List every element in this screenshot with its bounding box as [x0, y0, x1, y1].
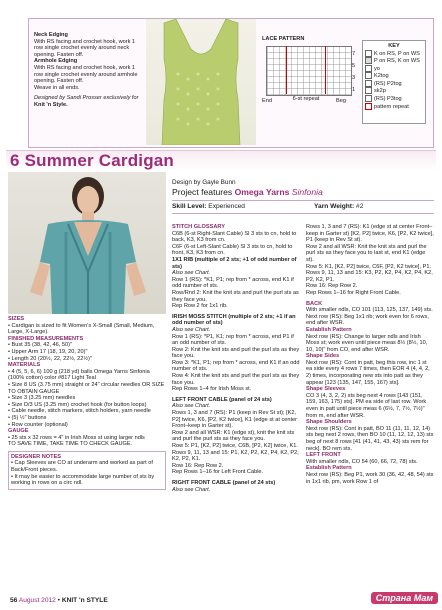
skill-bar: Skill Level: Experienced Yarn Weight: #2 [172, 200, 434, 214]
armhole-edging-text: With RS facing and crochet hook, work 1 row single crochet evenly around armhole opening. Fasten off. [34, 64, 138, 85]
chart-beg-label: Beg [336, 98, 346, 104]
chart-key [362, 40, 426, 124]
key-item: sk2p [365, 87, 423, 95]
weave-text: Weave in all ends. [34, 84, 80, 91]
cardigan-illustration [8, 172, 166, 314]
green-top-photo [146, 19, 256, 145]
sizes-head: SIZES [8, 316, 25, 322]
designer-notes-box: DESIGNER NOTES • Cap Sleeves are CO at underarm and worked as part of Back/Front pieces. • It may be easier to accommodate large number of sts by working in rows on a circ ndl. [8, 451, 166, 490]
key-item: pattern repeat [365, 103, 423, 111]
pattern-repeat-box [286, 46, 326, 94]
sizes-text: • Cardigan is sized to fit Women's X-Small (Small, Medium, Large, X-Large). [8, 323, 166, 336]
edging-instructions [34, 32, 144, 109]
key-item: K2tog [365, 72, 423, 80]
key-item: K on RS, P on WS [365, 50, 423, 58]
design-by: Design by Gayle Bunn [172, 179, 236, 186]
designed-by: Designed by Sandi Prosser exclusively for Knit 'n Style. [34, 95, 139, 108]
column-2: STITCH GLOSSARY C6B (6-st Right-Slant Cable) Sl 3 sts to cn, hold to back, K3, K3 from cn. C6F (6-st Left-Slant Cable) Sl 3 sts to cn, hold to front, K3, K3 from cn. 1X1 RIB (multiple of 2 sts; +1 of odd number of sts) Also see Chart. Row 1 (RS): *K1, P1; rep from * across, end K1 if odd number of sts. Row/Rnd 2: Knit the knit sts and purl the purl sts as they face you. Rep Row 2 for 1x1 rib. IRISH MOSS STITCH (multiple of 2 sts; +1 if an odd number of sts) Also see Chart. Row 1 (RS): *P1, K1; rep from * across, end P1 if an odd number of sts. Row 2: Knit the knit sts and purl the purl sts as they face you. Row 3: *K1, P1; rep from * across, end K1 if an odd number of sts. Row 4: Knit the knit sts and purl the purl sts as they face you. Rep Rows 1–4 for Irish Moss st. LEFT FRONT CABLE (panel of 24 sts) Also see Chart. Rows 1, 3 and 7 (RS): P1 (keep in Rev St st); [K2, P2] twice, K6, [P2, K2 twice], K1 (edge st at center Front–keep in Garter st). Row 2 and all WSR: K1 (edge st), knit the knit sts and purl the purl sts as they face you. Row 5: P1, [K2, P2] twice, C6B, [P2, K2] twice, K1. Rows 9, 11, 13 and 15: P1, K2, P2, K2, P4, K2, P2, K2, P2, K1. Row 16: Rep Row 2. Rep Rows 1–16 for Left Front Cable. RIGHT FRONT CABLE (panel of 24 sts) Also see Chart. [172, 224, 300, 493]
key-item: (RS) P2tog [365, 80, 423, 88]
green-top-illustration [146, 19, 256, 145]
key-item: (RS) P3tog [365, 95, 423, 103]
materials-head: MATERIALS [8, 362, 41, 369]
gauge-head: GAUGE [8, 428, 29, 435]
lace-pattern-title: LACE PATTERN [262, 36, 305, 42]
glossary-head: STITCH GLOSSARY [172, 224, 225, 230]
key-title: KEY [388, 43, 400, 49]
project-features: Project features Omega Yarns Sinfonia [172, 186, 323, 197]
top-section [0, 0, 442, 150]
finished-head: FINISHED MEASUREMENTS [8, 335, 84, 342]
column-1: SIZES • Cardigan is sized to fit Women's X-Small (Small, Medium, Large, X-Large). FINISHED MEASUREMENTS • Bust 35 (38, 42, 46, 50)" • Upper Arm 17 (18, 19, 20, 20)" • Length 20 (20½, 22, 22½, 22½)" MATERIALS • 4 (5, 5, 6, 6) 100 g (218 yd) balls Omega Yarns Sinfonia (100% cotton) color #817 Light Teal • Size 8 US (3.75 mm) straight or 24" circular needles OR SIZE TO OBTAIN GAUGE • Size 3 (3.25 mm) needles • Size D/3 US (3.25 mm) crochet hook (for button loops) • Cable needle, stitch markers, stitch holders, yarn needle • (5) ½" buttons • Row counter (optional) GAUGE • 25 sts x 32 rows = 4" in Irish Moss st using larger ndls TO SAVE TIME, TAKE TIME TO CHECK GAUGE. DESIGNER NOTES • Cap Sleeves are CO at underarm and worked as part of Back/Front pieces. • It may be easier to accommodate large number of sts by working in rows on a circ ndl. [8, 316, 166, 490]
page-footer [0, 594, 442, 610]
cardigan-photo [8, 172, 166, 314]
column-3: Rows 1, 3 and 7 (RS): K1 (edge st at center Front–keep in Garter st) [K2, P2] twice, K6, [P2, K2 twice], P1 (keep in Rev St st). Row 2 and all WSR: Knit the knit sts and purl the purl sts as they face you to last st, end K1 (edge st). Row 5: K1, [K2, P2] twice, C6F, [P2, K2 twice], P1. Rows 9, 11, 13 and 15: K3, P2, K2, P4, K2, P4, K2, P2, K2, P1. Row 16: Rep Row 2. Rep Rows 1–16 for Right Front Cable. BACK With smaller ndls, CO 101 (113, 125, 137, 149) sts. Next row (RS): Beg 1x1 rib; work even for 6 rows, end after WSR. Establish Pattern Next row (RS): Change to larger ndls and Irish Moss st; work even until piece meas 8½ (8½, 10, 10, 10)" from CO, end after WSR. Shape Sides Next row (RS): Cont in patt, beg this row, inc 1 st ea side every 4 rows 7 times, then EOR 4 (4, 4, 2, 2) times, incorporating new sts into patt as they appear [123 (135, 147, 155, 167) sts]. Shape Sleeves CO 3 (4, 3, 2, 2) sts beg next 4 rows [143 (151, 159, 163, 175) sts]. PM ea side of last row. Work even in patt until piece meas 6 (6½, 7, 7½, 7½)" from m, end after WSR. Shape Shoulders Next row (RS): Cont in patt, BO 11 (11, 11, 12, 14) sts beg next 2 rows, then BO 10 (11, 12, 12, 13) sts beg of next 8 rows [41 (41, 41, 43, 43) sts rem for neck]. BO rem sts. LEFT FRONT With smaller ndls, CO 54 (60, 66, 72, 78) sts. Establish Pattern Next row (RS): Beg P1, work 30 (36, 42, 48, 54) sts in 1x1 rib, pm, work Row 1 of [306, 224, 434, 485]
armhole-edging-head: Armhole Edging [34, 58, 78, 65]
back-head: BACK [306, 300, 323, 307]
chart-row-labels: 7 5 3 1 [352, 51, 356, 93]
neck-edging-text: With RS facing and crochet hook, work 1 row single crochet evenly around neck opening. Fasten off. [34, 38, 136, 58]
chart-repeat-label: 6-st repeat [292, 96, 320, 102]
footer-page-info: 56 August 2012 • KNIT 'n STYLE [10, 597, 108, 604]
neck-edging-head: Neck Edging [34, 32, 68, 38]
pattern-title: 6 Summer Cardigan [10, 151, 175, 170]
watermark-logo: Страна Мам [371, 592, 438, 604]
key-item: yo [365, 65, 423, 73]
design-info [172, 180, 434, 214]
chart-end-label: End [262, 98, 272, 104]
key-item: P on RS, K on WS [365, 57, 423, 65]
